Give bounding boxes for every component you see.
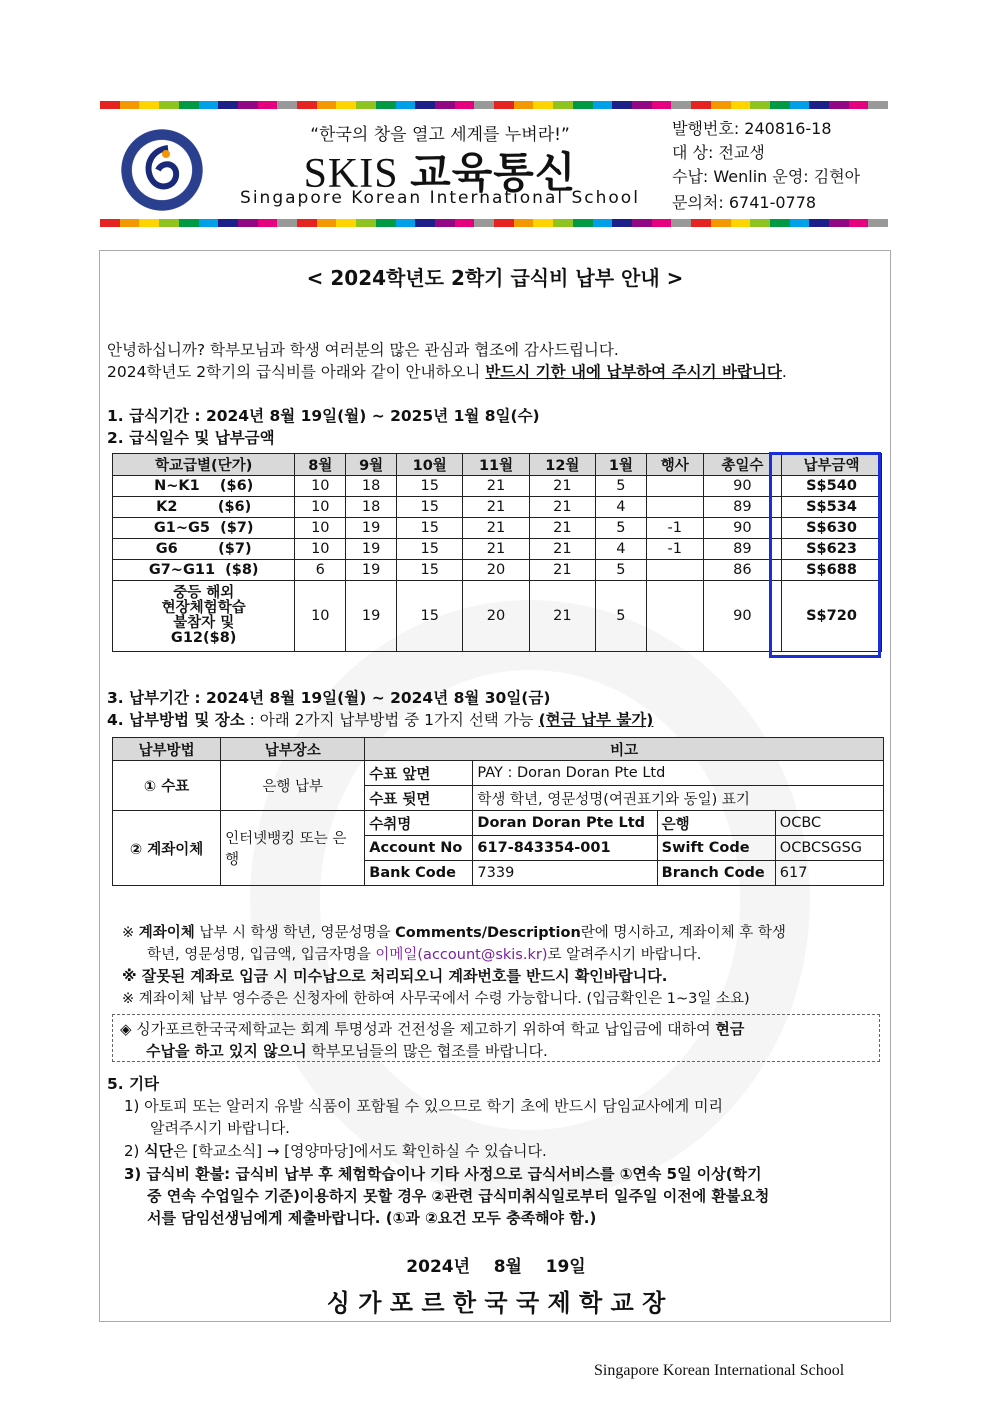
bankcode-value: 7339 [473,861,657,886]
stripe-segment [415,219,435,227]
note-receipt: ※ 계좌이체 납부 영수증은 신청자에 한하여 사무국에서 수령 가능합니다. (입금확인은 1~3일 소요) [122,991,750,1007]
stripe-segment [652,219,672,227]
payment-method-heading: 4. 납부방법 및 장소 [107,711,245,729]
stripe-segment [376,219,396,227]
stripe-segment [336,101,356,109]
stripe-segment [336,219,356,227]
fee-header-cell: 9월 [346,454,397,476]
note-transfer-line2 [147,943,701,964]
fee-header-cell: 11월 [463,454,529,476]
days-cell: 15 [397,476,463,497]
days-cell: 5 [596,581,647,652]
note-transfer-text-2: 란에 명시하고, 계좌이체 후 학생 [580,925,786,941]
logo-emblem-icon [116,124,208,216]
stripe-segment [474,101,494,109]
stripe-segment [159,101,179,109]
fee-table-row [113,539,882,560]
section-meal-days: 2. 급식일수 및 납부금액 [107,429,275,447]
swift-value: OCBCSGSG [775,836,883,861]
days-cell [646,560,703,581]
note-line2-end: 로 알려주시기 바랍니다. [547,947,702,963]
days-cell: 21 [529,539,595,560]
note-wrong-account: ※ 잘못된 계좌로 입금 시 미수납으로 처리되오니 계좌번호를 반드시 확인바랍니다. [122,967,668,985]
cheque-front-label: 수표 앞면 [365,761,473,786]
days-cell: 20 [463,560,529,581]
account-value: 617-843354-001 [473,836,657,861]
principal-signature: 싱 가 포 르 한 국 국 제 학 교 장 [326,1289,666,1317]
stripe-segment [790,101,810,109]
cheque-back-value: 학생 학년, 영문성명(여권표기와 동일) 표기 [473,786,884,811]
stripe-segment [829,219,849,227]
top-color-stripe [100,101,888,109]
stripe-segment [750,219,770,227]
stripe-segment [612,101,632,109]
stripe-segment [652,101,672,109]
branch-label: Branch Code [657,861,775,886]
stripe-segment [770,101,790,109]
stripe-segment [218,101,238,109]
other-item-1: 1) 아토피 또는 알러지 유발 식품이 포함될 수 있으므로 학기 초에 반드시 담임교사에게 미리 [124,1097,724,1115]
note-transfer-text: 납부 시 학생 학년, 영문성명을 [194,925,396,941]
other-item-3-cont-2: 서를 담임선생님에게 제출바랍니다. (①과 ②요건 모두 충족해야 함.) [147,1209,597,1227]
grade-cell: K2 ($6) [113,497,295,518]
days-cell: 15 [397,581,463,652]
days-cell: 21 [463,476,529,497]
days-cell: 90 [703,581,781,652]
days-cell: 5 [596,476,647,497]
brand-korean: 교육통신 [410,151,577,197]
grade-label-line: 불참자 및 [173,615,235,631]
contact-info: 문의처: 6741-0778 [672,193,817,212]
note-mark: ※ [122,925,139,941]
grade-cell: G6 ($7) [113,539,295,560]
cheque-back-label: 수표 뒷면 [365,786,473,811]
note-transfer [122,921,786,942]
days-cell: 21 [463,518,529,539]
days-cell: 21 [529,518,595,539]
header-method: 납부방법 [113,738,221,761]
stripe-segment [593,101,613,109]
fee-header-cell: 행사 [646,454,703,476]
stripe-segment [139,101,159,109]
stripe-segment [139,219,159,227]
bottom-color-stripe [100,219,888,227]
note-line2-text: 학년, 영문성명, 입금액, 입금자명을 [147,947,376,963]
school-logo [116,124,208,216]
stripe-segment [120,219,140,227]
stripe-segment [671,101,691,109]
item2-text: 은 [학교소식] → [영양마당]에서도 확인하실 수 있습니다. [173,1142,547,1160]
stripe-segment [376,101,396,109]
swift-label: Swift Code [657,836,775,861]
fee-header-cell: 8월 [295,454,346,476]
stripe-segment [849,219,869,227]
stripe-segment [533,101,553,109]
stripe-segment [238,101,258,109]
stripe-segment [455,101,475,109]
days-cell: 10 [295,539,346,560]
stripe-segment [632,101,652,109]
stripe-segment [593,219,613,227]
stripe-segment [396,101,416,109]
stripe-segment [553,219,573,227]
stripe-segment [514,219,534,227]
stripe-segment [731,101,751,109]
stripe-segment [218,219,238,227]
days-cell: 15 [397,518,463,539]
stripe-segment [396,219,416,227]
days-cell: 19 [346,539,397,560]
stripe-segment [849,101,869,109]
stripe-segment [179,101,199,109]
amount-highlight-box [769,452,881,658]
stripe-segment [809,101,829,109]
stripe-segment [494,219,514,227]
days-cell: -1 [646,539,703,560]
days-cell: 18 [346,497,397,518]
stripe-segment [770,219,790,227]
intro-emphasis: 반드시 기한 내에 납부하여 주시기 바랍니다 [485,363,782,381]
section-meal-period: 1. 급식기간 : 2024년 8월 19일(월) ~ 2025년 1월 8일(수) [107,407,540,425]
fee-table-row [113,518,882,539]
days-cell: 5 [596,518,647,539]
issue-date: 2024년 8월 19일 [406,1257,586,1277]
stripe-segment [258,101,278,109]
stripe-segment [790,219,810,227]
intro-text: 2024학년도 2학기의 급식비를 아래와 같이 안내하오니 [107,363,486,381]
stripe-segment [179,219,199,227]
account-label: Account No [365,836,473,861]
amount-cell: S$540 [782,476,882,497]
days-cell: 19 [346,560,397,581]
bankcode-label: Bank Code [365,861,473,886]
fee-table-row [113,560,882,581]
branch-value: 617 [775,861,883,886]
days-cell: 21 [463,497,529,518]
stripe-segment [199,219,219,227]
stripe-segment [829,101,849,109]
school-motto: “한국의 창을 열고 세계를 누벼라!” [310,125,570,145]
recipient-info: 수납: Wenlin 운영: 김현아 [672,167,861,186]
grade-cell: N~K1 ($6) [113,476,295,497]
stripe-segment [238,219,258,227]
stripe-segment [159,219,179,227]
other-item-2 [124,1140,547,1161]
stripe-segment [317,101,337,109]
stripe-segment [297,219,317,227]
school-name: Singapore Korean International School [240,188,640,208]
note-comments-field: Comments/Description [395,925,581,941]
days-cell: 19 [346,518,397,539]
stripe-segment [435,101,455,109]
fee-header-cell: 총일수 [703,454,781,476]
days-cell: 89 [703,539,781,560]
other-item-3-cont: 중 연속 수업일수 기준)이용하지 못할 경우 ②관련 급식미취식일로부터 일주일 이전에 환불요청 [147,1187,770,1205]
days-cell: -1 [646,518,703,539]
days-cell: 21 [529,581,595,652]
stripe-segment [258,219,278,227]
amount-cell: S$534 [782,497,882,518]
grade-label-line: 현장체험학습 [161,600,246,616]
intro-period: . [781,363,787,381]
no-cash-note: (현금 납부 불가) [538,711,654,729]
fee-header-cell: 1월 [596,454,647,476]
fee-header-cell: 10월 [397,454,463,476]
stripe-segment [297,101,317,109]
stripe-segment [277,101,297,109]
stripe-segment [120,101,140,109]
stripe-segment [100,101,120,109]
bank-value: OCBC [775,811,883,836]
intro-line-2 [107,360,787,382]
notice-cash: 현금 [715,1020,745,1038]
other-item-3: 3) 급식비 환불: 급식비 납부 후 체험학습이나 기타 사정으로 급식서비스를 ①연속 5일 이상(학기 [124,1165,762,1183]
payee-label: 수취명 [365,811,473,836]
days-cell: 21 [529,497,595,518]
days-cell: 10 [295,581,346,652]
stripe-segment [711,219,731,227]
days-cell: 5 [596,560,647,581]
fee-table [112,453,882,652]
days-cell: 10 [295,497,346,518]
stripe-segment [573,101,593,109]
days-cell: 6 [295,560,346,581]
notice-line-1 [120,1018,744,1039]
grade-cell [113,581,295,652]
days-cell: 20 [463,581,529,652]
section-payment-method [107,708,653,730]
stripe-segment [356,101,376,109]
days-cell: 86 [703,560,781,581]
stripe-segment [731,219,751,227]
header-remarks: 비고 [365,738,884,761]
item2-number: 2) [124,1142,145,1160]
fee-table-body [113,476,882,652]
grade-cell: G7~G11 ($8) [113,560,295,581]
section-payment-period: 3. 납부기간 : 2024년 8월 19일(월) ~ 2024년 8월 30일(금) [107,689,551,707]
amount-cell: S$630 [782,518,882,539]
stripe-segment [100,219,120,227]
stripe-segment [415,101,435,109]
grade-cell: G1~G5 ($7) [113,518,295,539]
days-cell: 4 [596,539,647,560]
days-cell: 89 [703,497,781,518]
other-item-1-cont: 알려주시기 바랍니다. [150,1119,290,1137]
notice-no-cash: 수납을 하고 있지 않으니 [146,1042,307,1060]
days-cell: 15 [397,539,463,560]
target-audience: 대 상: 전교생 [672,143,765,162]
days-cell: 4 [596,497,647,518]
page-title: < 2024학년도 2학기 급식비 납부 안내 > [306,266,684,290]
days-cell: 21 [529,476,595,497]
fee-header-cell: 12월 [529,454,595,476]
transfer-place: 인터넷뱅킹 또는 은행 [221,811,365,886]
stripe-segment [750,101,770,109]
stripe-segment [474,219,494,227]
cheque-place: 은행 납부 [221,761,365,811]
issue-number: 발행번호: 240816-18 [672,119,832,138]
stripe-segment [514,101,534,109]
days-cell: 90 [703,476,781,497]
stripe-segment [199,101,219,109]
days-cell: 15 [397,497,463,518]
days-cell: 90 [703,518,781,539]
days-cell: 19 [346,581,397,652]
days-cell: 21 [463,539,529,560]
cheque-front-value: PAY : Doran Doran Pte Ltd [473,761,884,786]
stripe-segment [573,219,593,227]
stripe-segment [632,219,652,227]
stripe-segment [711,101,731,109]
days-cell: 10 [295,518,346,539]
amount-cell: S$623 [782,539,882,560]
grade-label-line: G12($8) [170,630,237,646]
stripe-segment [317,219,337,227]
days-cell: 10 [295,476,346,497]
amount-cell: S$720 [782,581,882,652]
days-cell [646,581,703,652]
fee-header-cell: 학교급별(단가) [113,454,295,476]
notice-end: 학부모님들의 많은 협조를 바랍니다. [306,1042,548,1060]
stripe-segment [533,219,553,227]
brand-latin: SKIS [303,151,399,197]
days-cell [646,476,703,497]
days-cell [646,497,703,518]
notice-line-2 [146,1040,548,1061]
notice-text: ◈ 싱가포르한국국제학교는 회계 투명성과 건전성을 제고하기 위하여 학교 납입금에 대하여 [120,1020,716,1038]
stripe-segment [868,101,888,109]
amount-cell: S$688 [782,560,882,581]
stripe-segment [356,219,376,227]
stripe-segment [553,101,573,109]
stripe-segment [671,219,691,227]
stripe-segment [277,219,297,227]
payment-table [112,737,884,886]
email-link[interactable]: 이메일(account@skis.kr) [375,947,548,963]
stripe-segment [809,219,829,227]
stripe-segment [612,219,632,227]
days-cell: 15 [397,560,463,581]
stripe-segment [494,101,514,109]
stripe-segment [691,101,711,109]
cheque-method: ① 수표 [113,761,221,811]
note-transfer-bold: 계좌이체 [138,925,195,941]
fee-table-row [113,497,882,518]
payee-value: Doran Doran Pte Ltd [473,811,657,836]
stripe-segment [691,219,711,227]
header-place: 납부장소 [221,738,365,761]
section-other: 5. 기타 [107,1075,160,1093]
fee-table-row [113,476,882,497]
payment-method-text: : 아래 2가지 납부방법 중 1가지 선택 가능 [244,711,539,729]
intro-line-1: 안녕하십니까? 학부모님과 학생 여러분의 많은 관심과 협조에 감사드립니다. [107,341,619,359]
fee-table-header [113,454,882,476]
fee-table-row [113,581,882,652]
stripe-segment [435,219,455,227]
item2-menu: 식단 [144,1142,174,1160]
stripe-segment [868,219,888,227]
fee-header-cell: 납부금액 [782,454,882,476]
days-cell: 18 [346,476,397,497]
days-cell: 21 [529,560,595,581]
bank-label: 은행 [657,811,775,836]
stripe-segment [455,219,475,227]
footer-school-name: Singapore Korean International School [594,1362,845,1379]
transfer-method: ② 계좌이체 [113,811,221,886]
grade-label-line: 중등 해외 [173,585,235,601]
